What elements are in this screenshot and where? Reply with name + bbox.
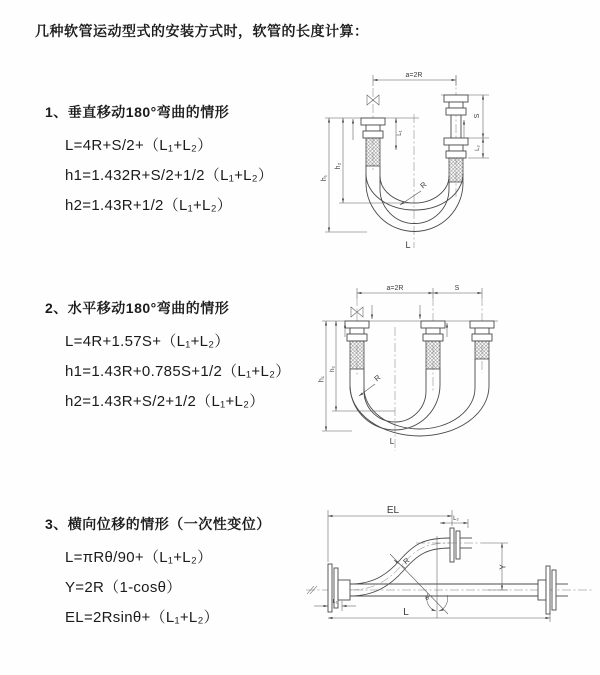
dim-label-h2: h₂	[329, 365, 336, 373]
formula-line: L=4R+1.57S+（L₁+L₂）	[65, 333, 230, 350]
section-1-heading: 1、垂直移动180°弯曲的情形	[45, 104, 230, 120]
dim-label-l-total: L	[405, 240, 411, 250]
formula-line: L=4R+S/2+（L₁+L₂）	[65, 137, 213, 154]
dim-label-l-total: L	[389, 437, 395, 446]
section-horizontal-movement	[45, 298, 291, 417]
dim-label-r: R	[418, 179, 429, 191]
formula-line: L=πRθ/90+（L₁+L₂）	[65, 549, 213, 566]
section-2-formulas	[65, 327, 291, 417]
formula-line: h2=1.43R+1/2（L₁+L₂）	[65, 197, 233, 214]
section-2-heading: 2、水平移动180°弯曲的情形	[45, 300, 230, 316]
dim-label-l2: L₂	[475, 145, 481, 151]
dim-label-s: S	[454, 285, 460, 292]
dim-label-y: Y	[498, 564, 508, 570]
diagram-vertical-180-bend	[311, 70, 598, 262]
formula-line: h2=1.43R+S/2+1/2（L₁+L₂）	[65, 393, 265, 410]
diagram-lateral-displacement	[298, 500, 600, 652]
section-1-formulas	[65, 131, 273, 221]
dim-label-r: R	[372, 372, 383, 384]
dim-label-r: R	[401, 555, 412, 567]
dim-label-l2: L₂	[453, 516, 459, 522]
dim-label-l1: L₁	[397, 130, 403, 136]
dim-label-l-total: L	[403, 607, 409, 618]
dim-label-theta: θ	[425, 595, 429, 602]
section-vertical-movement	[45, 102, 273, 221]
dim-label-h1: h₁	[318, 375, 326, 383]
dim-label-s: S	[474, 113, 481, 119]
section-3-formulas	[65, 543, 271, 633]
dim-label-h2: h₂	[335, 162, 342, 170]
page-title: 几种软管运动型式的安装方式时，软管的长度计算：	[35, 23, 369, 39]
section-3-heading: 3、横向位移的情形（一次性变位）	[45, 516, 271, 532]
section-lateral-displacement	[45, 514, 271, 633]
formula-line: Y=2R（1-cosθ）	[65, 579, 182, 596]
dim-label-el: EL	[386, 505, 400, 516]
dim-label-a2r: a=2R	[405, 72, 423, 79]
formula-line: h1=1.43R+0.785S+1/2（L₁+L₂）	[65, 363, 291, 380]
diagram-horizontal-180-bend	[306, 281, 600, 457]
dim-label-h1: h₁	[321, 174, 328, 182]
formula-line: EL=2Rsinθ+（L₁+L₂）	[65, 609, 219, 626]
dim-label-a2r: a=2R	[386, 285, 404, 292]
formula-line: h1=1.432R+S/2+1/2（L₁+L₂）	[65, 167, 274, 184]
dim-label-l1: L₁	[332, 599, 338, 605]
